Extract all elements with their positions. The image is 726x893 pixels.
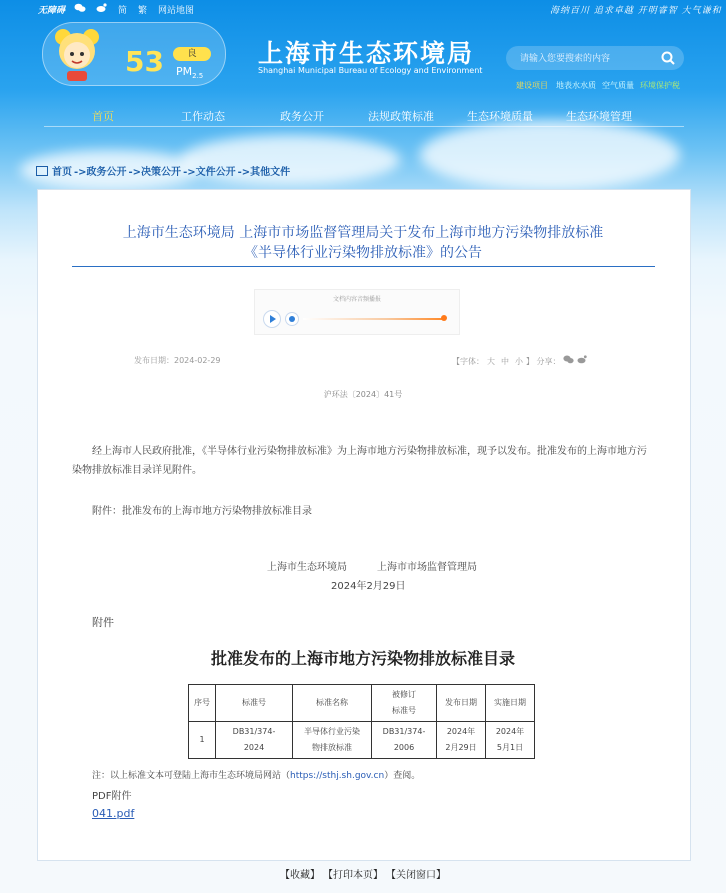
table-cell: 1 bbox=[189, 722, 216, 759]
article-title: 上海市生态环境局 上海市市场监督管理局关于发布上海市地方污染物排放标准 《半导体行业污染物排放标准》的公告 bbox=[122, 225, 604, 261]
table-row bbox=[189, 722, 535, 759]
table-cell: 半导体行业污染 物排放标准 bbox=[293, 722, 372, 759]
main-nav bbox=[0, 104, 726, 126]
publish-date: 发布日期：2024-02-29 bbox=[134, 356, 221, 365]
nav-regulations[interactable]: 法规政策标准 bbox=[368, 110, 434, 123]
print-button[interactable]: 【打印本页】 bbox=[328, 870, 383, 881]
signer-market-supervision: 上海市市场监督管理局 bbox=[377, 562, 477, 573]
audio-player bbox=[254, 289, 460, 335]
city-slogan: 海纳百川 追求卓越 开明睿智 大气谦和 bbox=[550, 6, 722, 16]
table-cell: 2024年 5月1日 bbox=[486, 722, 535, 759]
audio-progress-track[interactable] bbox=[303, 318, 443, 320]
aqi-value: 53 bbox=[125, 45, 164, 78]
play-icon[interactable] bbox=[263, 310, 281, 328]
font-size-label: 【字体： bbox=[452, 357, 484, 366]
table-cell: 2024年 2月29日 bbox=[437, 722, 486, 759]
signature-date: 2024年2月29日 bbox=[331, 581, 406, 592]
player-title: 文档内容音频播报 bbox=[332, 296, 381, 303]
simplified-chinese-link[interactable]: 简 bbox=[118, 6, 128, 16]
table-note: 注：以上标准文本可登陆上海市生态环境局网站（https://sthj.sh.gov.cn）查阅。 bbox=[92, 771, 421, 781]
search-icon[interactable] bbox=[660, 50, 676, 66]
share-label: 】 分享： bbox=[526, 357, 561, 366]
breadcrumb-government-affairs[interactable]: ->政务公开 bbox=[74, 167, 127, 178]
cloud-decoration bbox=[420, 120, 680, 190]
sitemap-link[interactable]: 网站地图 bbox=[158, 6, 195, 16]
table-cell: DB31/374- 2006 bbox=[372, 722, 437, 759]
pdf-download-link[interactable]: 041.pdf bbox=[92, 807, 135, 820]
pollutant-label: $PM_{2.5}$ bbox=[176, 65, 204, 81]
table-title: 批准发布的上海市地方污染物排放标准目录 bbox=[210, 649, 515, 668]
wechat-share-icon[interactable] bbox=[563, 357, 574, 366]
bookmark-button[interactable]: 【收藏】 bbox=[280, 870, 320, 881]
header-cell: 标准名称 bbox=[293, 685, 372, 722]
nav-env-quality[interactable]: 生态环境质量 bbox=[467, 110, 533, 123]
top-bar bbox=[0, 0, 726, 18]
title-divider bbox=[72, 266, 655, 267]
mascot-icon bbox=[53, 27, 101, 81]
page-actions bbox=[0, 866, 726, 881]
audio-progress-handle[interactable] bbox=[441, 315, 447, 321]
nav-home[interactable]: 首页 bbox=[92, 110, 114, 123]
article-body: 经上海市人民政府批准，《半导体行业污染物排放标准》为上海市地方污染物排放标准，现予以发布。批准发布的上海市地方污染物排放标准目录详见附件。 bbox=[72, 446, 647, 476]
breadcrumb-other-documents[interactable]: ->其他文件 bbox=[237, 167, 291, 178]
pdf-attachment-label: PDF附件 bbox=[92, 791, 132, 802]
font-small-button[interactable]: 小 bbox=[515, 357, 523, 366]
air-quality-widget[interactable] bbox=[42, 22, 226, 86]
wechat-icon[interactable] bbox=[74, 3, 86, 16]
accessibility-link[interactable]: 无障碍 bbox=[38, 6, 66, 16]
header-cell: 标准号 bbox=[216, 685, 293, 722]
font-large-button[interactable]: 大 bbox=[487, 357, 495, 366]
search-box bbox=[506, 46, 684, 70]
header-cell: 实施日期 bbox=[486, 685, 535, 722]
table-cell: DB31/374- 2024 bbox=[216, 722, 293, 759]
standards-table bbox=[188, 684, 535, 759]
site-title-english: Shanghai Municipal Bureau of Ecology and Environment bbox=[258, 66, 483, 75]
site-title[interactable]: 上海市生态环境局 bbox=[258, 39, 475, 68]
breadcrumb bbox=[36, 163, 292, 178]
table-header-row bbox=[189, 685, 535, 722]
monitor-icon bbox=[36, 166, 48, 176]
quick-link-air-quality[interactable]: 空气质量 bbox=[602, 81, 634, 90]
nav-work-news[interactable]: 工作动态 bbox=[181, 110, 225, 123]
weibo-icon[interactable] bbox=[96, 3, 107, 16]
article-tools bbox=[452, 355, 587, 367]
quick-link-construction[interactable]: 建设项目 bbox=[516, 81, 548, 90]
breadcrumb-home[interactable]: 首页 bbox=[52, 167, 72, 178]
signer-ecology-bureau: 上海市生态环境局 bbox=[267, 562, 347, 573]
header-cell: 被修订 标准号 bbox=[372, 685, 437, 722]
quick-link-surface-water[interactable]: 地表水水质 bbox=[556, 81, 596, 90]
header-cell: 发布日期 bbox=[437, 685, 486, 722]
breadcrumb-decision-disclosure[interactable]: ->决策公开 bbox=[128, 167, 182, 178]
website-link[interactable]: https://sthj.sh.gov.cn bbox=[290, 771, 385, 781]
attachment-heading: 附件 bbox=[92, 616, 114, 629]
close-window-button[interactable]: 【关闭窗口】 bbox=[391, 870, 446, 881]
nav-divider bbox=[44, 126, 684, 127]
breadcrumb-document-disclosure[interactable]: ->文件公开 bbox=[183, 167, 236, 178]
attachment-line: 附件：批准发布的上海市地方污染物排放标准目录 bbox=[92, 506, 312, 517]
traditional-chinese-link[interactable]: 繁 bbox=[138, 6, 148, 16]
search-input[interactable] bbox=[518, 50, 660, 68]
aqi-grade-badge: 良 bbox=[173, 47, 211, 61]
nav-env-management[interactable]: 生态环境管理 bbox=[566, 110, 632, 123]
header-cell: 序号 bbox=[189, 685, 216, 722]
nav-government-affairs[interactable]: 政务公开 bbox=[280, 110, 324, 123]
quick-link-env-tax[interactable]: 环境保护税 bbox=[640, 81, 680, 90]
stop-icon[interactable] bbox=[285, 312, 299, 326]
document-number: 沪环法〔2024〕41号 bbox=[323, 390, 403, 399]
font-medium-button[interactable]: 中 bbox=[501, 357, 509, 366]
weibo-share-icon[interactable] bbox=[577, 357, 587, 366]
